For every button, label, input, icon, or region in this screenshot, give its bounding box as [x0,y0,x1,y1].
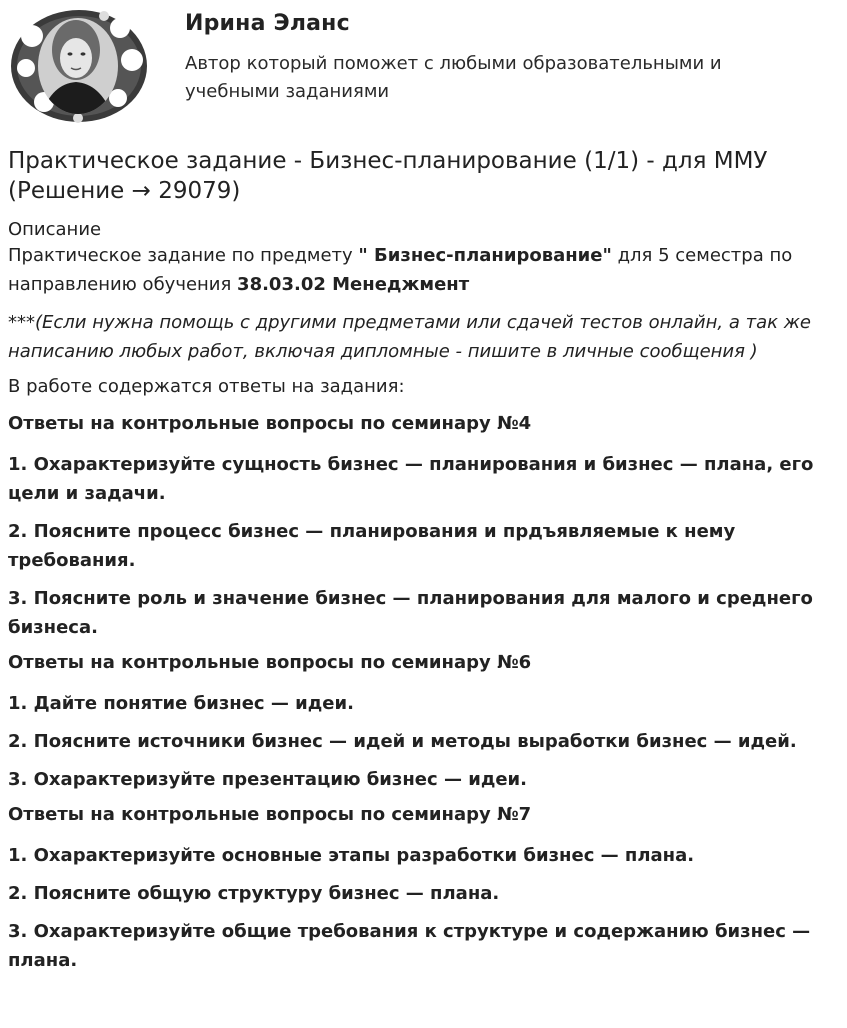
description-middle: для 5 семестра по направлению обучения [8,245,793,295]
task-list [8,412,840,975]
author-name[interactable]: Ирина Эланс [185,11,350,36]
question-item: 3. Поясните роль и значение бизнес — планирования для малого и среднего бизнеса. [8,588,813,638]
intro-text: В работе содержатся ответы на задания: [8,376,405,397]
question-item: 2. Поясните общую структуру бизнес — плана. [8,883,500,904]
question-item: 3. Охарактеризуйте общие требования к структуре и содержанию бизнес — плана. [8,921,811,971]
question-item: 1. Охарактеризуйте основные этапы разработки бизнес — плана. [8,845,695,866]
question-item: 2. Поясните источники бизнес — идей и методы выработки бизнес — идей. [8,731,797,752]
author-bio: Автор который поможет с любыми образовательными и учебными заданиями [185,53,722,102]
question-item: 1. Дайте понятие бизнес — идеи. [8,693,354,714]
author-header [0,0,847,130]
study-direction: 38.03.02 Менеджмент [237,274,470,295]
main-content [8,146,840,984]
question-item: 1. Охарактеризуйте сущность бизнес — планирования и бизнес — плана, его цели и задачи. [8,454,814,504]
page-title: Практическое задание - Бизнес-планирование (1/1) - для ММУ (Решение → 29079) [8,148,768,204]
seminar-heading: Ответы на контрольные вопросы по семинару №4 [8,413,532,434]
seminar-heading: Ответы на контрольные вопросы по семинару №7 [8,804,532,825]
question-item: 3. Охарактеризуйте презентацию бизнес — идеи. [8,769,528,790]
author-avatar[interactable] [8,6,150,126]
question-item: 2. Поясните процесс бизнес — планирования и прдъявляемые к нему требования. [8,521,736,571]
description-text [8,241,840,299]
seminar-heading: Ответы на контрольные вопросы по семинару №6 [8,652,532,673]
description-prefix: Практическое задание по предмету [8,245,359,266]
contact-note: ***(Если нужна помощь с другими предметами или сдачей тестов онлайн, а так же написанию любых работ, включая дипломные - пишите в личные сообщения ) [8,312,811,362]
description-label: Описание [8,219,102,240]
subject-name: " Бизнес-планирование" [358,245,612,266]
